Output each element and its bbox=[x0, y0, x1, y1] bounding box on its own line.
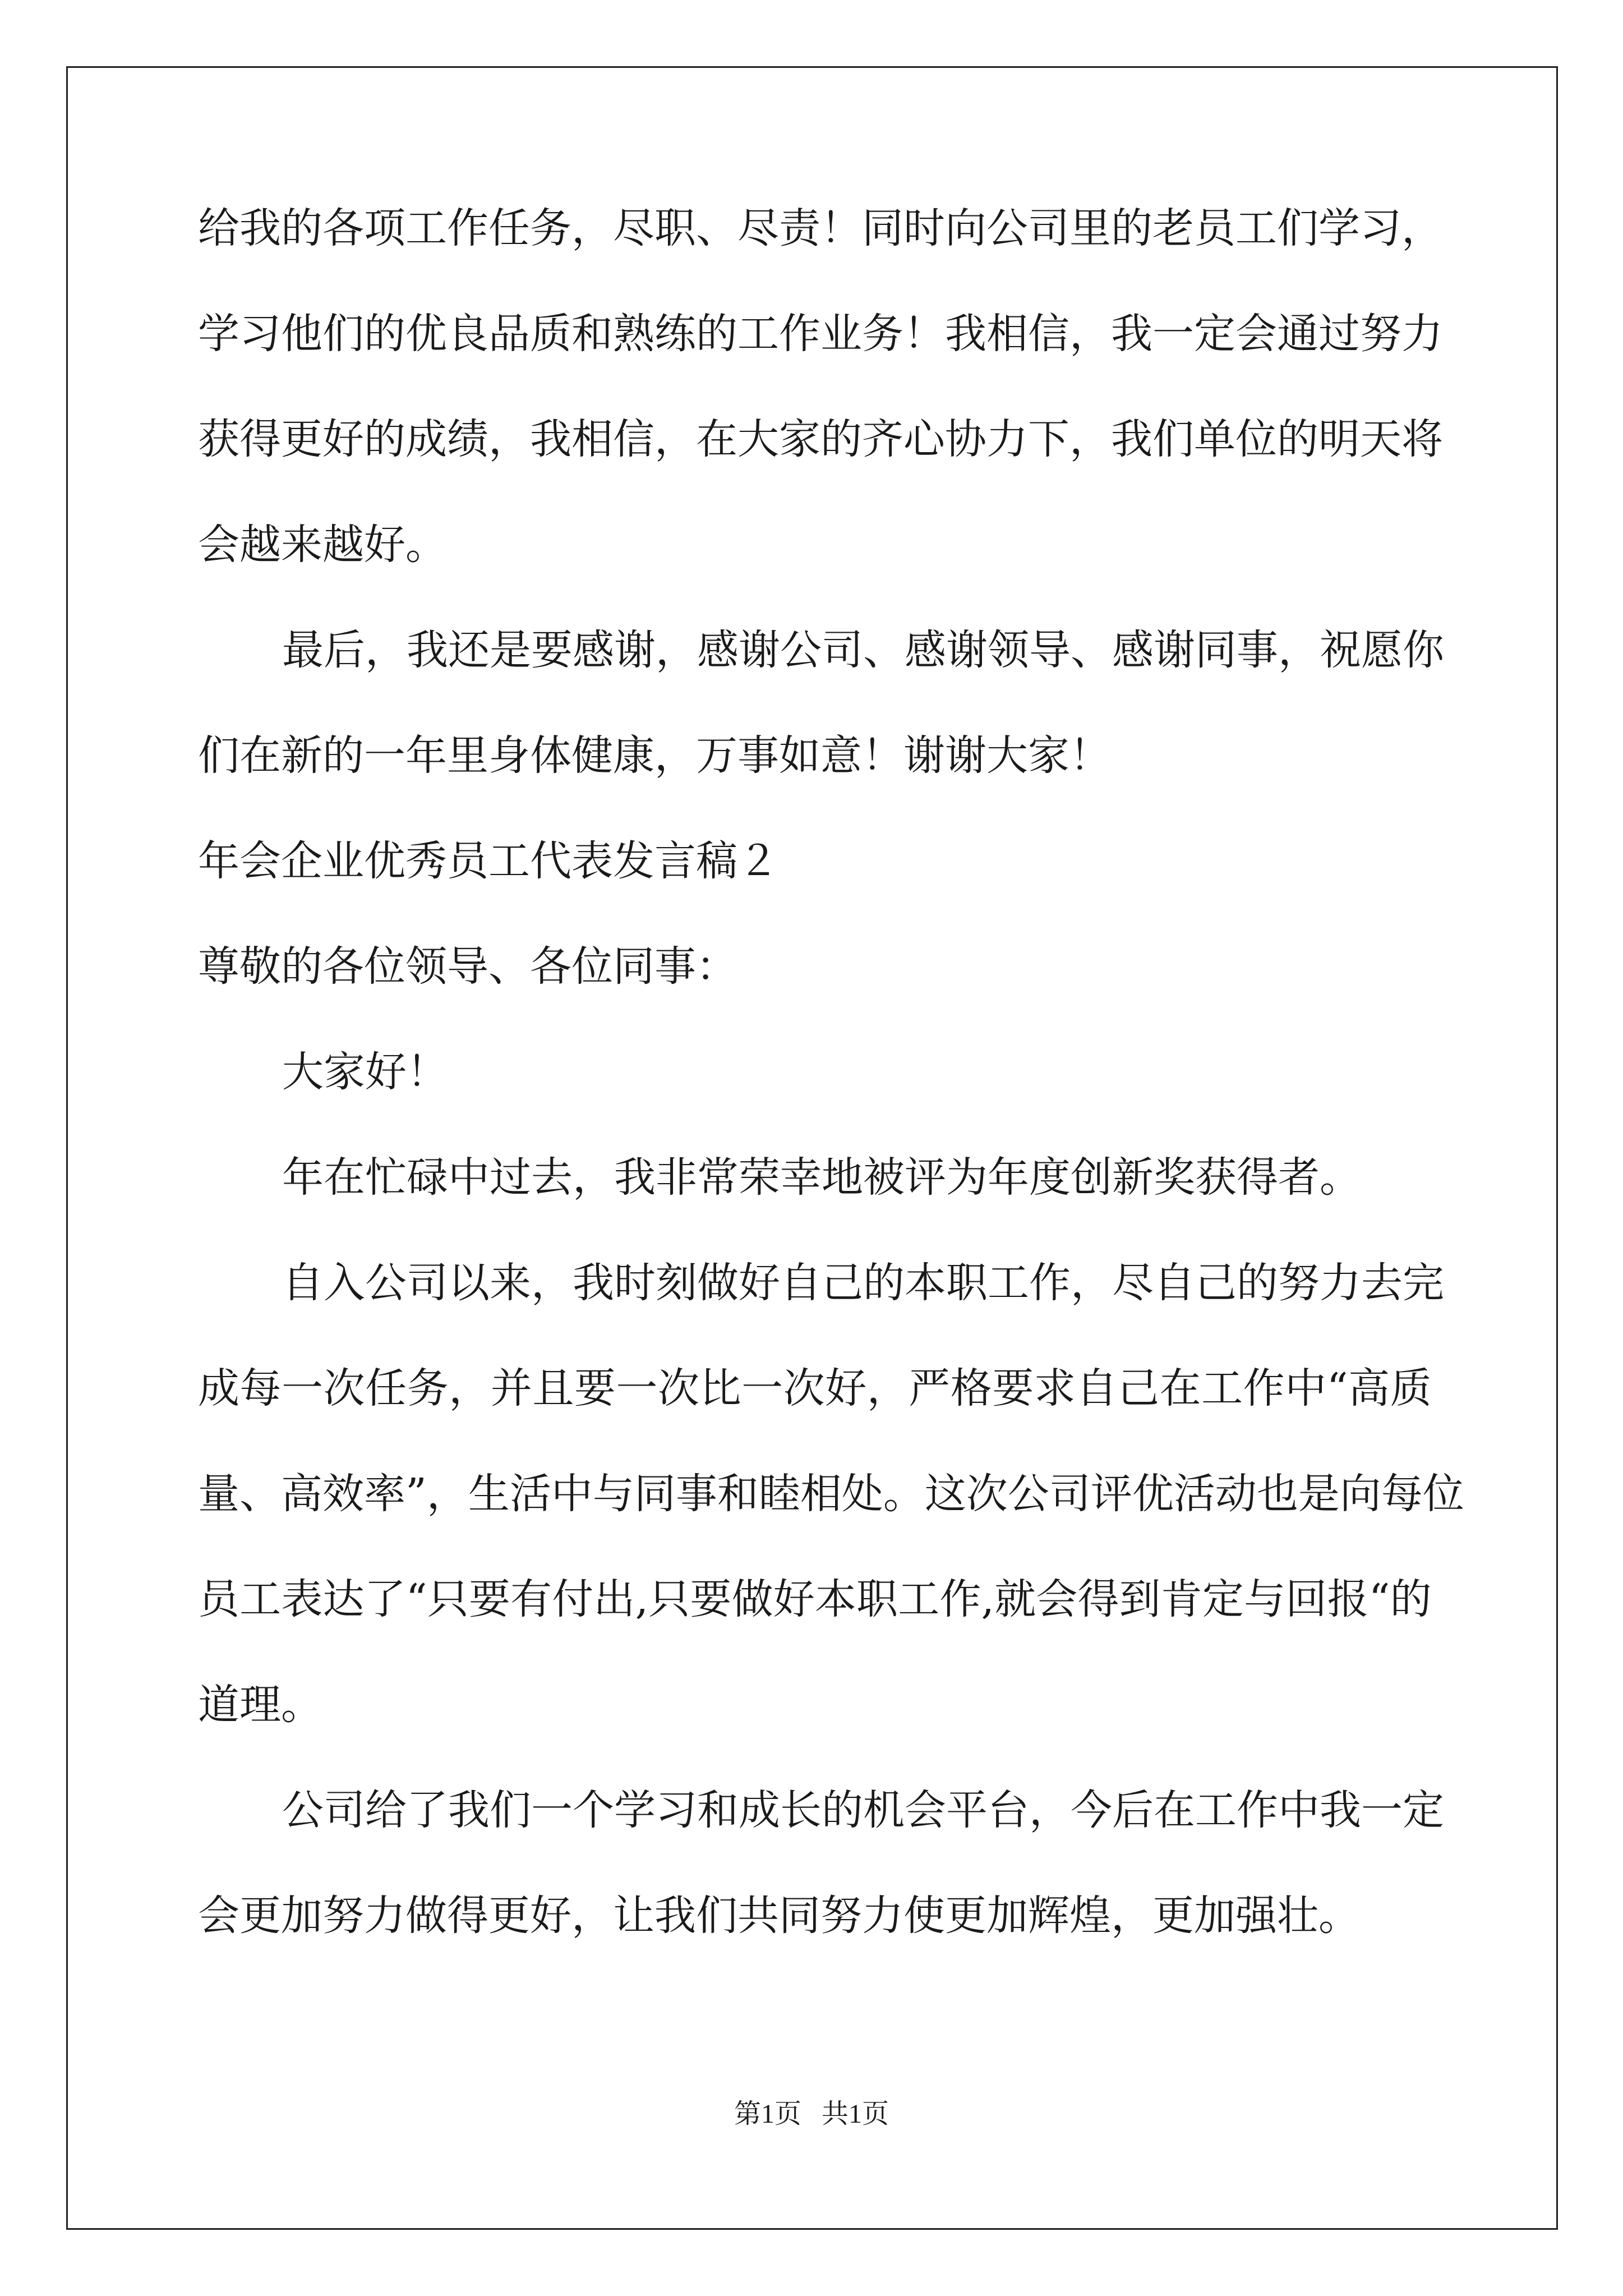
body-line bbox=[198, 1575, 1432, 1623]
glyph: 一 bbox=[531, 1786, 573, 1834]
glyph: 高 bbox=[1348, 1364, 1390, 1412]
glyph: ， bbox=[654, 415, 696, 463]
glyph: 工 bbox=[898, 1575, 940, 1623]
glyph: 以 bbox=[448, 1259, 490, 1307]
glyph: 务 bbox=[407, 1364, 449, 1412]
glyph: 练 bbox=[654, 310, 696, 358]
glyph: 们 bbox=[322, 310, 364, 358]
glyph: 谢 bbox=[946, 626, 988, 674]
glyph: 熟 bbox=[613, 310, 654, 358]
glyph: 的 bbox=[696, 310, 737, 358]
glyph: 比 bbox=[699, 1364, 741, 1412]
body-line bbox=[198, 1786, 1444, 1834]
glyph: 司 bbox=[407, 1259, 448, 1307]
glyph: 的 bbox=[1277, 415, 1318, 463]
glyph: 会 bbox=[1235, 310, 1277, 358]
glyph: 公 bbox=[1007, 1470, 1049, 1518]
glyph: 格 bbox=[950, 1364, 992, 1412]
glyph: 这 bbox=[924, 1470, 966, 1518]
glyph: 和 bbox=[717, 1470, 759, 1518]
glyph: 学 bbox=[1318, 204, 1360, 252]
glyph: 效 bbox=[322, 1470, 364, 1518]
glyph: 事 bbox=[675, 1470, 717, 1518]
glyph: 同 bbox=[862, 204, 903, 252]
glyph: 自 bbox=[282, 1259, 324, 1307]
glyph: 质 bbox=[1390, 1364, 1432, 1412]
body-line bbox=[198, 1364, 1432, 1412]
salutation: 尊敬的各位领导、各位同事： bbox=[198, 942, 737, 991]
glyph: ， bbox=[656, 626, 697, 674]
glyph: 公 bbox=[282, 1786, 324, 1834]
glyph: 一 bbox=[741, 1364, 783, 1412]
glyph: 家 bbox=[779, 415, 820, 463]
glyph: 作 bbox=[447, 204, 488, 252]
glyph: 更 bbox=[281, 415, 322, 463]
glyph: 的 bbox=[822, 1786, 863, 1834]
glyph: ！ bbox=[903, 310, 945, 358]
glyph: ， bbox=[1401, 204, 1443, 252]
glyph: 次 bbox=[323, 1364, 365, 1412]
glyph: 好 bbox=[739, 1259, 780, 1307]
glyph: 业 bbox=[820, 310, 862, 358]
glyph: 祝 bbox=[1320, 626, 1361, 674]
glyph: 里 bbox=[1069, 204, 1111, 252]
glyph: 他 bbox=[281, 310, 322, 358]
glyph: 好 bbox=[773, 1575, 815, 1623]
glyph: 是 bbox=[490, 626, 531, 674]
glyph: 时 bbox=[614, 1259, 656, 1307]
glyph: , bbox=[635, 1575, 649, 1623]
glyph: ” bbox=[405, 1470, 427, 1518]
glyph: 成 bbox=[739, 1786, 780, 1834]
glyph: 有 bbox=[510, 1575, 552, 1623]
body-line: 会更加努力做得更好，让我们共同努力使更加辉煌，更加强壮。 bbox=[198, 1892, 1360, 1940]
glyph: 作 bbox=[939, 1575, 981, 1623]
glyph: 做 bbox=[697, 1259, 739, 1307]
glyph: 绩 bbox=[447, 415, 488, 463]
glyph: 信 bbox=[613, 415, 654, 463]
glyph: 的 bbox=[1390, 1575, 1432, 1623]
glyph: 信 bbox=[1028, 310, 1069, 358]
glyph: 自 bbox=[1076, 1364, 1118, 1412]
glyph: 工 bbox=[1235, 204, 1277, 252]
body-line: 道理。 bbox=[198, 1681, 322, 1729]
glyph: 努 bbox=[1278, 1259, 1320, 1307]
glyph: 定 bbox=[1202, 1575, 1244, 1623]
glyph: ， bbox=[1069, 310, 1111, 358]
glyph: 司 bbox=[1049, 1470, 1091, 1518]
glyph: ， bbox=[1071, 1259, 1112, 1307]
glyph: 定 bbox=[1403, 1786, 1444, 1834]
glyph: 给 bbox=[365, 1786, 407, 1834]
glyph: 过 bbox=[1318, 310, 1360, 358]
glyph: 感 bbox=[1112, 626, 1154, 674]
glyph: 活 bbox=[1173, 1470, 1215, 1518]
glyph: 中 bbox=[1278, 1786, 1320, 1834]
glyph: 次 bbox=[783, 1364, 825, 1412]
glyph: 做 bbox=[731, 1575, 773, 1623]
glyph: 高 bbox=[281, 1470, 322, 1518]
glyph: “ bbox=[1368, 1575, 1390, 1623]
glyph: 质 bbox=[530, 310, 571, 358]
glyph: 得 bbox=[1077, 1575, 1119, 1623]
glyph: 作 bbox=[779, 310, 820, 358]
glyph: 导 bbox=[1029, 626, 1071, 674]
glyph: 单 bbox=[1194, 415, 1235, 463]
glyph: 习 bbox=[656, 1786, 697, 1834]
glyph: 处 bbox=[841, 1470, 883, 1518]
glyph: 我 bbox=[573, 1259, 614, 1307]
body-line bbox=[198, 415, 1443, 463]
glyph: 的 bbox=[863, 1259, 905, 1307]
glyph: 工 bbox=[1195, 1786, 1237, 1834]
glyph: 后 bbox=[1112, 1786, 1154, 1834]
body-line bbox=[198, 1470, 1464, 1518]
glyph: 最 bbox=[282, 626, 324, 674]
glyph: 力 bbox=[1401, 310, 1443, 358]
glyph: 刻 bbox=[656, 1259, 697, 1307]
body-line: 们在新的一年里身体健康，万事如意！谢谢大家！ bbox=[198, 731, 1111, 780]
glyph: 的 bbox=[1237, 1259, 1278, 1307]
glyph: 达 bbox=[322, 1575, 365, 1623]
glyph: 感 bbox=[573, 626, 614, 674]
body-line bbox=[198, 204, 1443, 252]
glyph: 个 bbox=[573, 1786, 614, 1834]
glyph: 给 bbox=[198, 204, 239, 252]
glyph: 、 bbox=[696, 204, 737, 252]
glyph: ， bbox=[365, 626, 407, 674]
glyph: 工 bbox=[405, 204, 447, 252]
glyph: 们 bbox=[1152, 415, 1194, 463]
glyph: 睦 bbox=[758, 1470, 800, 1518]
glyph: 优 bbox=[405, 310, 447, 358]
glyph: ， bbox=[1029, 1786, 1071, 1834]
glyph: 尽 bbox=[737, 204, 779, 252]
glyph: ， bbox=[1069, 415, 1111, 463]
glyph: 要 bbox=[574, 1364, 616, 1412]
glyph: 就 bbox=[994, 1575, 1036, 1623]
glyph: 向 bbox=[945, 204, 986, 252]
glyph: 平 bbox=[946, 1786, 988, 1834]
glyph: ， bbox=[488, 415, 530, 463]
glyph: 的 bbox=[364, 415, 405, 463]
glyph: 我 bbox=[407, 626, 448, 674]
glyph: 一 bbox=[282, 1364, 324, 1412]
glyph: 们 bbox=[1277, 204, 1318, 252]
glyph: 员 bbox=[1194, 204, 1235, 252]
body-line: 年在忙碌中过去，我非常荣幸地被评为年度创新奖获得者。 bbox=[282, 1153, 1361, 1202]
glyph: 来 bbox=[490, 1259, 531, 1307]
glyph: 我 bbox=[1111, 310, 1152, 358]
glyph: 尽 bbox=[1112, 1259, 1154, 1307]
glyph: 相 bbox=[800, 1470, 842, 1518]
glyph: 责 bbox=[779, 204, 820, 252]
glyph: ！ bbox=[820, 204, 862, 252]
body-line bbox=[198, 1259, 1444, 1307]
glyph: 愿 bbox=[1361, 626, 1403, 674]
glyph: 相 bbox=[986, 310, 1028, 358]
glyph: 优 bbox=[1132, 1470, 1174, 1518]
glyph: 和 bbox=[697, 1786, 739, 1834]
glyph: 生 bbox=[468, 1470, 510, 1518]
glyph: 下 bbox=[1028, 415, 1069, 463]
glyph: 谢 bbox=[1154, 626, 1195, 674]
glyph: 学 bbox=[614, 1786, 656, 1834]
glyph: 、 bbox=[863, 626, 905, 674]
glyph: 要 bbox=[690, 1575, 732, 1623]
glyph: 我 bbox=[1111, 415, 1152, 463]
glyph: “ bbox=[405, 1575, 427, 1623]
glyph: 在 bbox=[1154, 1786, 1195, 1834]
glyph: 且 bbox=[532, 1364, 574, 1412]
glyph: 相 bbox=[571, 415, 613, 463]
glyph: 定 bbox=[1194, 310, 1235, 358]
glyph: 感 bbox=[905, 626, 946, 674]
glyph: 求 bbox=[1034, 1364, 1076, 1412]
glyph: 在 bbox=[696, 415, 737, 463]
glyph: 好 bbox=[322, 415, 364, 463]
glyph: 只 bbox=[427, 1575, 469, 1623]
glyph: 项 bbox=[364, 204, 405, 252]
glyph: 的 bbox=[364, 310, 405, 358]
glyph: 的 bbox=[281, 204, 322, 252]
glyph: 在 bbox=[1159, 1364, 1201, 1412]
glyph: 。 bbox=[883, 1470, 925, 1518]
glyph: 力 bbox=[986, 415, 1028, 463]
glyph: 台 bbox=[988, 1786, 1029, 1834]
glyph: 学 bbox=[198, 310, 239, 358]
glyph: 动 bbox=[1215, 1470, 1257, 1518]
glyph: 评 bbox=[1090, 1470, 1132, 1518]
glyph: 司 bbox=[1028, 204, 1069, 252]
glyph: 司 bbox=[324, 1786, 365, 1834]
glyph: 了 bbox=[407, 1786, 448, 1834]
body-line bbox=[198, 626, 1444, 674]
glyph: 己 bbox=[822, 1259, 863, 1307]
glyph: 、 bbox=[1071, 626, 1112, 674]
glyph: 获 bbox=[198, 415, 239, 463]
glyph: 时 bbox=[903, 204, 945, 252]
glyph: 的 bbox=[820, 415, 862, 463]
glyph: 出 bbox=[593, 1575, 635, 1623]
glyph: 职 bbox=[654, 204, 696, 252]
page-number-label: 第1页 共1页 bbox=[734, 2099, 889, 2129]
glyph: 协 bbox=[945, 415, 986, 463]
glyph: 老 bbox=[1152, 204, 1194, 252]
glyph: 努 bbox=[1360, 310, 1401, 358]
glyph: 一 bbox=[616, 1364, 658, 1412]
glyph: 谢 bbox=[739, 626, 780, 674]
glyph: 作 bbox=[1029, 1259, 1071, 1307]
glyph: 我 bbox=[945, 310, 986, 358]
glyph: 也 bbox=[1256, 1470, 1298, 1518]
glyph: 后 bbox=[324, 626, 365, 674]
glyph: 与 bbox=[1244, 1575, 1286, 1623]
glyph: 品 bbox=[488, 310, 530, 358]
glyph: 任 bbox=[365, 1364, 407, 1412]
glyph: 公 bbox=[365, 1259, 407, 1307]
glyph: 本 bbox=[814, 1575, 856, 1623]
glyph: 会 bbox=[1036, 1575, 1078, 1623]
glyph: 只 bbox=[648, 1575, 690, 1623]
glyph: “ bbox=[1326, 1364, 1348, 1412]
document-body bbox=[198, 204, 1464, 2000]
glyph: 尽 bbox=[613, 204, 654, 252]
body-line bbox=[198, 310, 1443, 358]
glyph: 一 bbox=[1361, 1786, 1403, 1834]
glyph: 次 bbox=[658, 1364, 700, 1412]
glyph: 中 bbox=[551, 1470, 593, 1518]
glyph: 作 bbox=[1243, 1364, 1285, 1412]
glyph: 工 bbox=[239, 1575, 282, 1623]
glyph: 习 bbox=[1360, 204, 1401, 252]
glyph: 今 bbox=[1071, 1786, 1112, 1834]
glyph: 回 bbox=[1285, 1575, 1327, 1623]
glyph: 中 bbox=[1285, 1364, 1327, 1412]
glyph: 的 bbox=[1111, 204, 1152, 252]
glyph: 己 bbox=[1118, 1364, 1160, 1412]
glyph: 各 bbox=[322, 204, 364, 252]
glyph: 事 bbox=[1237, 626, 1278, 674]
glyph: 己 bbox=[1195, 1259, 1237, 1307]
glyph: 严 bbox=[909, 1364, 951, 1412]
page-number-footer bbox=[0, 2101, 1623, 2128]
glyph: ， bbox=[1278, 626, 1320, 674]
glyph: ， bbox=[426, 1470, 468, 1518]
glyph: 通 bbox=[1277, 310, 1318, 358]
glyph: 去 bbox=[1361, 1259, 1403, 1307]
glyph: 入 bbox=[324, 1259, 365, 1307]
glyph: 大 bbox=[737, 415, 779, 463]
glyph: 职 bbox=[856, 1575, 898, 1623]
greeting: 大家好！ bbox=[282, 1048, 448, 1096]
glyph: 肯 bbox=[1160, 1575, 1202, 1623]
glyph: 我 bbox=[1320, 1786, 1361, 1834]
glyph: 会 bbox=[905, 1786, 946, 1834]
glyph: 向 bbox=[1339, 1470, 1381, 1518]
glyph: 心 bbox=[903, 415, 945, 463]
glyph: 活 bbox=[509, 1470, 551, 1518]
glyph: 和 bbox=[571, 310, 613, 358]
glyph: 完 bbox=[1403, 1259, 1444, 1307]
glyph: 力 bbox=[1320, 1259, 1361, 1307]
glyph: ， bbox=[866, 1364, 909, 1412]
glyph: 职 bbox=[946, 1259, 988, 1307]
glyph: 长 bbox=[780, 1786, 822, 1834]
glyph: 率 bbox=[364, 1470, 405, 1518]
glyph: 任 bbox=[488, 204, 530, 252]
glyph: 得 bbox=[239, 415, 281, 463]
glyph: 要 bbox=[992, 1364, 1034, 1412]
glyph: 作 bbox=[1237, 1786, 1278, 1834]
glyph: 位 bbox=[1235, 415, 1277, 463]
glyph: 并 bbox=[490, 1364, 532, 1412]
glyph: 到 bbox=[1119, 1575, 1161, 1623]
glyph: 量 bbox=[198, 1470, 239, 1518]
glyph: 付 bbox=[552, 1575, 594, 1623]
glyph: 谢 bbox=[614, 626, 656, 674]
glyph: 良 bbox=[447, 310, 488, 358]
glyph: 我 bbox=[448, 1786, 490, 1834]
glyph: ， bbox=[531, 1259, 573, 1307]
glyph: 、 bbox=[239, 1470, 281, 1518]
glyph: 表 bbox=[281, 1575, 323, 1623]
glyph: 司 bbox=[822, 626, 863, 674]
glyph: 报 bbox=[1327, 1575, 1369, 1623]
glyph: 本 bbox=[905, 1259, 946, 1307]
glyph: 员 bbox=[198, 1575, 239, 1623]
glyph: 将 bbox=[1401, 415, 1443, 463]
glyph: 你 bbox=[1403, 626, 1444, 674]
body-line: 会越来越好。 bbox=[198, 521, 447, 569]
glyph: 自 bbox=[780, 1259, 822, 1307]
glyph: 务 bbox=[530, 204, 571, 252]
glyph: 公 bbox=[986, 204, 1028, 252]
glyph: 工 bbox=[988, 1259, 1029, 1307]
glyph: 要 bbox=[468, 1575, 510, 1623]
glyph: 机 bbox=[863, 1786, 905, 1834]
section-heading: 年会企业优秀员工代表发言稿２ bbox=[198, 837, 779, 885]
glyph: 同 bbox=[634, 1470, 676, 1518]
glyph: ， bbox=[449, 1364, 491, 1412]
glyph: 公 bbox=[780, 626, 822, 674]
glyph: 工 bbox=[1201, 1364, 1243, 1412]
glyph: 位 bbox=[1422, 1470, 1464, 1518]
glyph: , bbox=[981, 1575, 995, 1623]
glyph: 我 bbox=[530, 415, 571, 463]
glyph: 习 bbox=[239, 310, 281, 358]
glyph: 同 bbox=[1195, 626, 1237, 674]
glyph: ， bbox=[571, 204, 613, 252]
glyph: 自 bbox=[1154, 1259, 1195, 1307]
glyph: 了 bbox=[364, 1575, 406, 1623]
glyph: 领 bbox=[988, 626, 1029, 674]
glyph: 一 bbox=[1152, 310, 1194, 358]
glyph: 成 bbox=[198, 1364, 239, 1412]
glyph: 每 bbox=[1381, 1470, 1423, 1518]
glyph: 要 bbox=[531, 626, 573, 674]
glyph: 成 bbox=[405, 415, 447, 463]
glyph: 每 bbox=[239, 1364, 282, 1412]
glyph: 们 bbox=[490, 1786, 531, 1834]
glyph: 工 bbox=[737, 310, 779, 358]
glyph: 是 bbox=[1298, 1470, 1340, 1518]
glyph: 次 bbox=[966, 1470, 1008, 1518]
glyph: 齐 bbox=[862, 415, 903, 463]
glyph: 与 bbox=[592, 1470, 634, 1518]
glyph: 感 bbox=[697, 626, 739, 674]
glyph: 天 bbox=[1360, 415, 1401, 463]
glyph: 好 bbox=[825, 1364, 867, 1412]
glyph: 还 bbox=[448, 626, 490, 674]
glyph: 务 bbox=[862, 310, 903, 358]
glyph: 我 bbox=[239, 204, 281, 252]
glyph: 明 bbox=[1318, 415, 1360, 463]
